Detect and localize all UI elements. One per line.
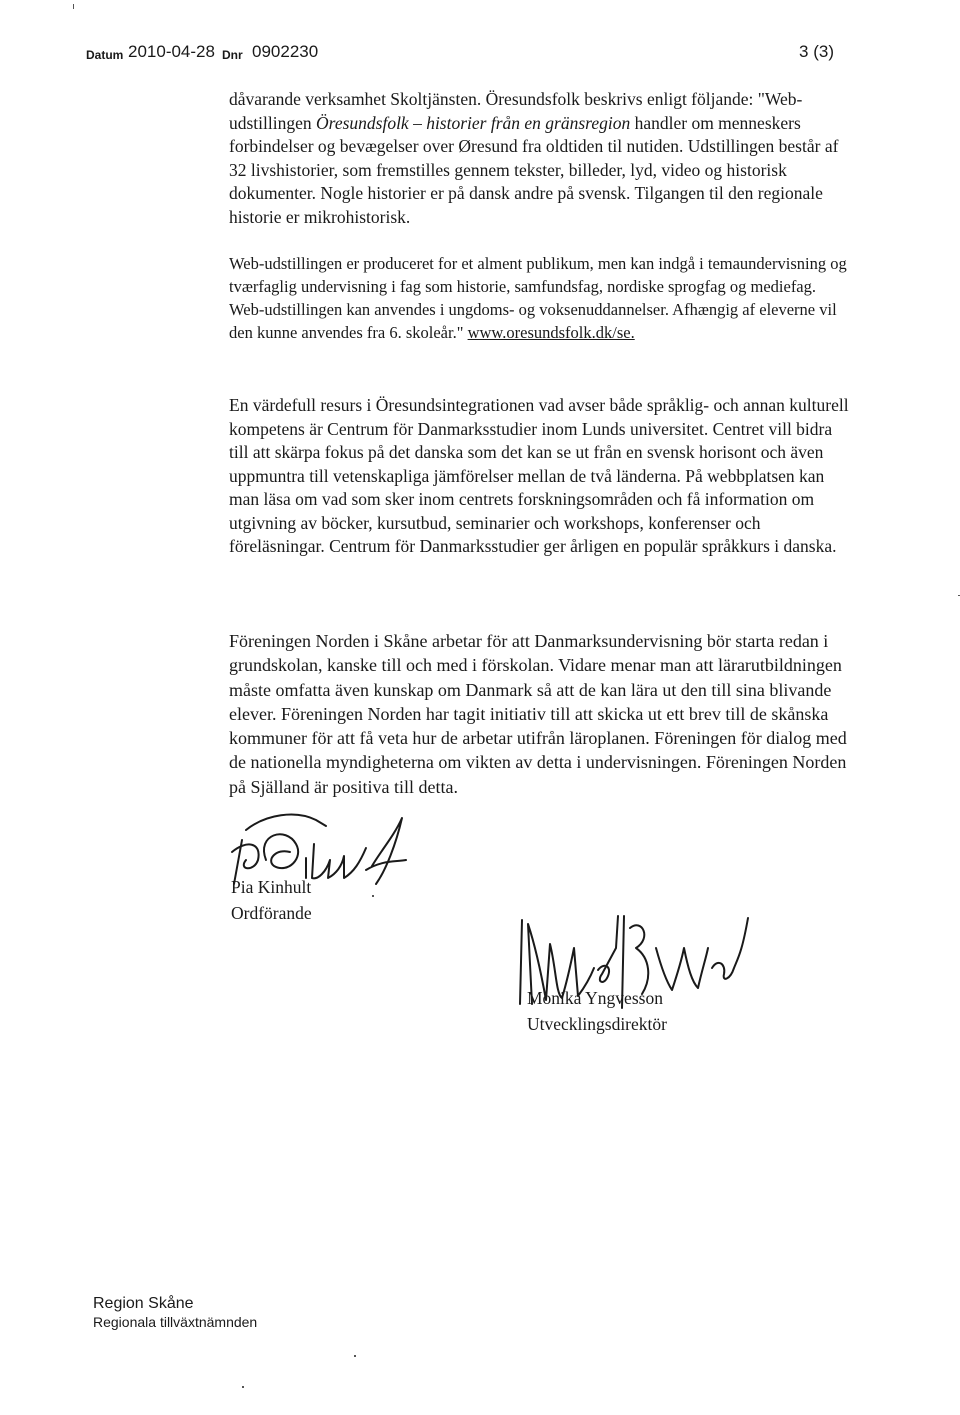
organization-unit: Regionala tillväxtnämnden <box>93 1314 258 1330</box>
signatory-name: Pia Kinhult <box>231 877 312 897</box>
signatory-left <box>231 874 312 926</box>
date-value: 2010-04-28 <box>128 42 215 61</box>
paragraph-web-exhibition <box>229 252 849 344</box>
paragraph-text-part: Web-udstillingen er produceret for et alment publikum, men kan indgå i temaundervisning og tværfaglig undervisning i fag som historie, samfundsfag, nordiske sprogfag og mediefag. Web-udstillingen kan anvendes i ungdoms- og voksenuddannelser. Afhængig af eleverne vil den kunne anvendes fra 6. skoleår." <box>229 254 847 342</box>
paragraph-text: Föreningen Norden i Skåne arbetar för att Danmarksundervisning bör starta redan i grundskolan, kanske till och med i förskolan. Vidare menar man att lärarutbildningen måste omfatta även kunskap om Danmark så att de kan lära ut den till sina blivande elever. Föreningen Norden har tagit initiativ till att skicka ut ett brev till de skånska kommuner för att få veta hur de arbetar utifrån läroplanen. Föreningen för dialog med de nationella myndigheterna om vikten av detta i undervisningen. Föreningen Norden på Själland är positiva till detta. <box>229 631 847 797</box>
organization-name: Region Skåne <box>93 1295 194 1312</box>
scan-speck <box>372 895 374 897</box>
page-number: 3 (3) <box>799 42 834 61</box>
exhibition-title: Öresundsfolk – historier från en gränsregion <box>316 112 631 133</box>
signatory-name: Monika Yngvesson <box>527 988 663 1008</box>
paragraph-text <box>229 88 849 229</box>
paragraph-foreningen-norden <box>229 629 849 799</box>
paragraph-oresundsfolk <box>229 88 849 229</box>
dnr-label: Dnr <box>222 48 243 62</box>
signatory-right <box>527 985 667 1037</box>
footer-organization <box>93 1294 257 1332</box>
signatory-role: Ordförande <box>231 903 312 923</box>
scan-speck <box>354 1355 356 1357</box>
date-label: Datum <box>86 48 124 62</box>
paragraph-text-part: handler om menneskers forbindelser og bevægelser over Øresund fra oldtiden til nutiden. Udstillingen består af 32 livshistorier, som fremstilles gennem tekster, billeder, lyd, video og historisk dokumenter. Nogle historier er på dansk andre på svensk. Tilgangen til den regionale historie er mikrohistorisk. <box>229 112 839 227</box>
document-header <box>86 42 834 72</box>
website-link[interactable]: www.oresundsfolk.dk/se. <box>467 323 635 342</box>
paragraph-text <box>229 252 849 344</box>
dnr-value: 0902230 <box>252 42 319 61</box>
paragraph-text: En värdefull resurs i Öresundsintegrationen vad avser både språklig- och annan kulturell kompetens är Centrum för Danmarksstudier inom Lunds universitet. Centret vill bidra till att skärpa fokus på det danska som det kan se ut från en svensk horisont och även uppmuntra till vetenskapliga jämförelser mellan de två länderna. På webbplatsen kan man läsa om vad som sker inom centrets forskningsområden och få information om utgivning av böcker, kursutbud, seminarier och workshops, konferenser och föreläsningar. Centrum för Danmarksstudier ger årligen en populär språkkurs i danska. <box>229 395 849 556</box>
scan-speck <box>242 1386 244 1388</box>
scan-speck <box>73 4 74 9</box>
paragraph-text-part: dåvarande verksamhet Skoltjänsten. Öresundsfolk beskrivs enligt följande: "Web-udstillingen <box>229 89 803 133</box>
paragraph-danmarksstudier <box>229 394 849 559</box>
signatory-role: Utvecklingsdirektör <box>527 1014 667 1034</box>
